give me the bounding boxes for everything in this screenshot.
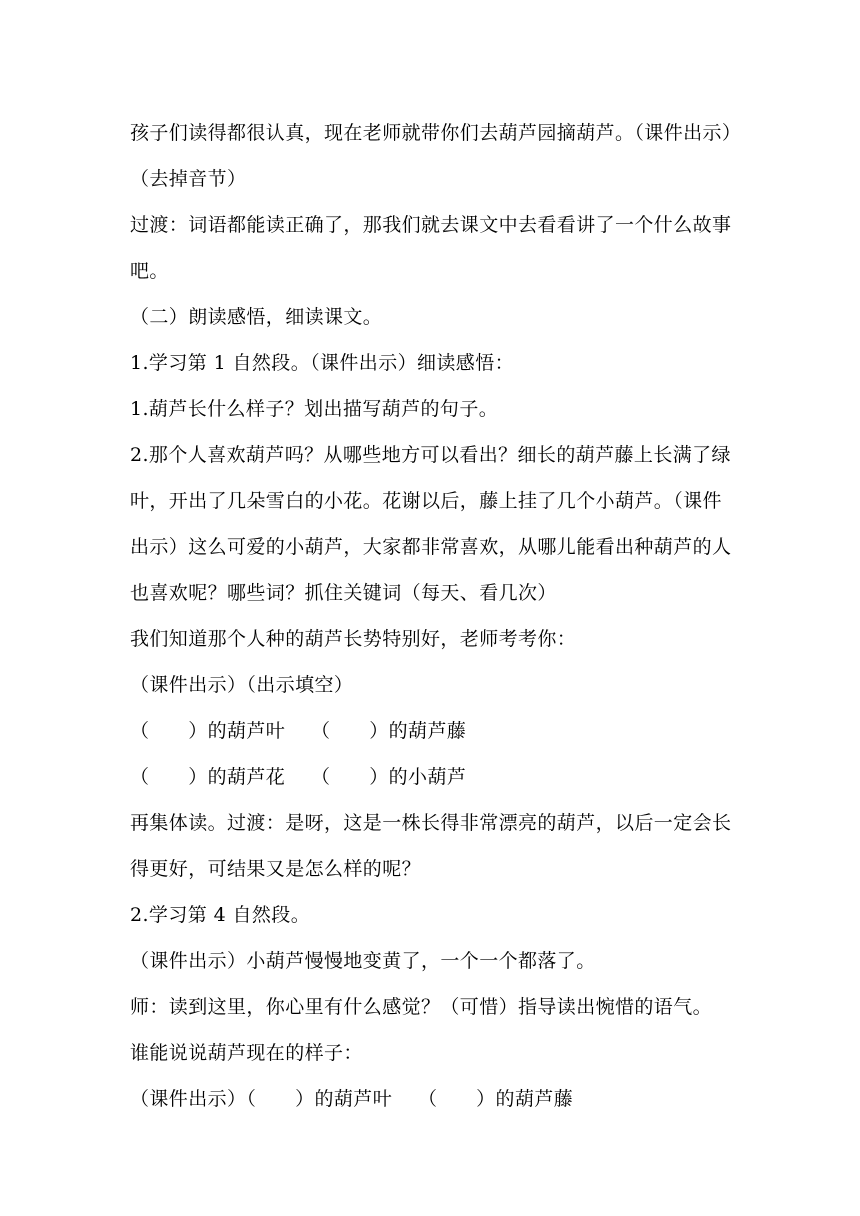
- paragraph-teacher: 师：读到这里，你心里有什么感觉？（可惜）指导读出惋惜的语气。: [130, 996, 713, 1018]
- paragraph-courseware-2: （课件出示）小葫芦慢慢地变黄了，一个一个都落了。: [130, 950, 596, 972]
- fill-blank-line-3: （课件出示）（ ）的葫芦叶 （ ）的葫芦藤: [130, 1088, 574, 1110]
- paragraph-transition: 过渡：词语都能读正确了，那我们就去课文中去看看讲了一个什么故事吧。: [130, 214, 732, 282]
- fill-blank-line-1: （ ）的葫芦叶 （ ）的葫芦藤: [130, 720, 467, 742]
- question-1: 1.葫芦长什么样子？划出描写葫芦的句子。: [130, 398, 499, 420]
- paragraph-reread: 再集体读。过渡：是呀，这是一株长得非常漂亮的葫芦，以后一定会长得更好，可结果又是怎么样的呢？: [130, 812, 732, 880]
- step-heading-1: 1.学习第 1 自然段。（课件出示）细读感悟：: [130, 352, 514, 374]
- paragraph-quiz-intro: 我们知道那个人种的葫芦长势特别好，老师考考你：: [130, 628, 577, 650]
- document-body: [130, 110, 732, 1122]
- paragraph-intro: 孩子们读得都很认真，现在老师就带你们去葫芦园摘葫芦。（课件出示）（去掉音节）: [130, 122, 732, 190]
- paragraph-describe: 谁能说说葫芦现在的样子：: [130, 1042, 363, 1064]
- section-heading: （二）朗读感悟，细读课文。: [130, 306, 383, 328]
- fill-blank-line-2: （ ）的葫芦花 （ ）的小葫芦: [130, 766, 467, 788]
- question-2: 2.那个人喜欢葫芦吗？从哪些地方可以看出？细长的葫芦藤上长满了绿叶，开出了几朵雪白的小花。花谢以后，藤上挂了几个小葫芦。（课件出示）这么可爱的小葫芦，大家都非常喜欢，从哪儿能看出种葫芦的人也喜欢呢？哪些词？抓住关键词（每天、看几次）: [130, 444, 732, 604]
- paragraph-courseware: （课件出示）（出示填空）: [130, 674, 354, 696]
- step-heading-2: 2.学习第 4 自然段。: [130, 904, 311, 926]
